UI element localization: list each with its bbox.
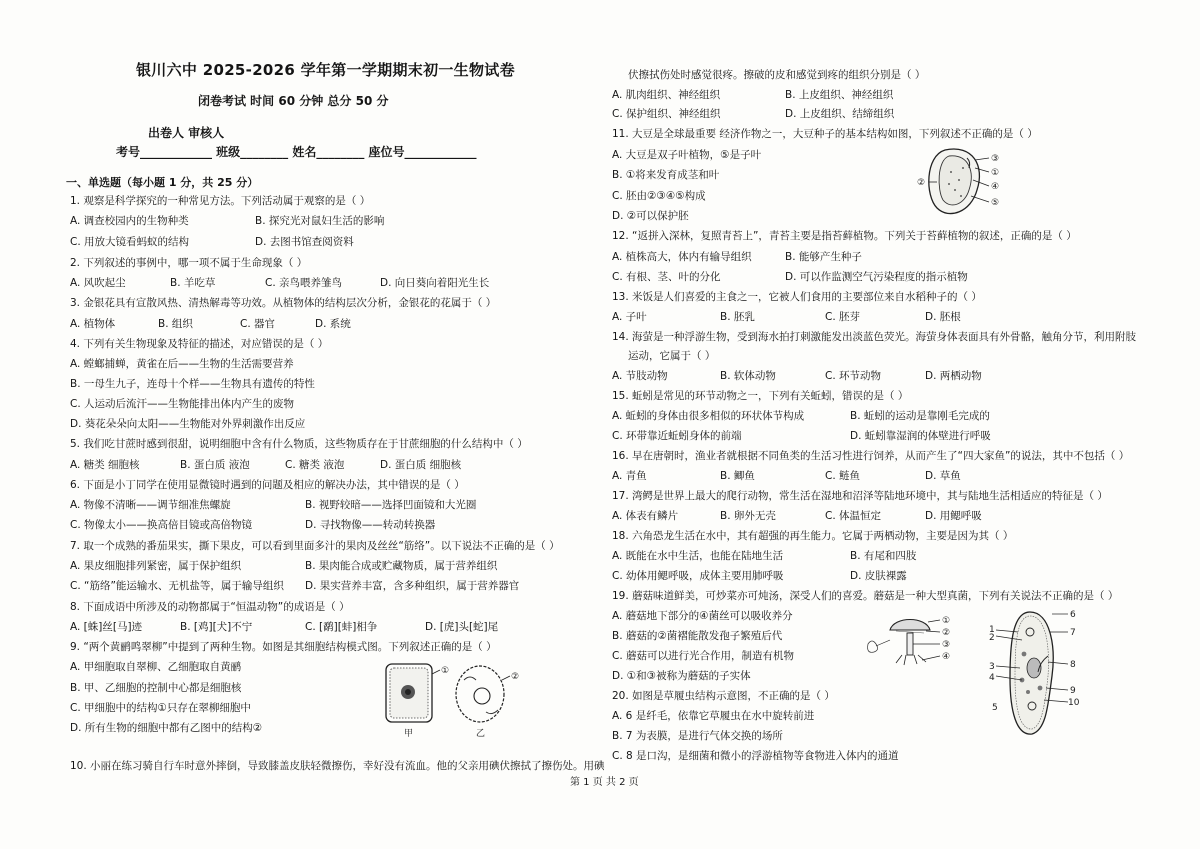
option-a: A. 风吹起尘	[70, 277, 126, 289]
option-d: D. 去图书馆查阅资料	[255, 236, 354, 248]
option-c: C. 胚芽	[825, 311, 861, 323]
option-b: B. 软体动物	[720, 370, 776, 382]
option-c: C. 胚由②③④⑤构成	[612, 190, 706, 202]
option-b: B. 能够产生种子	[785, 251, 862, 263]
question-stem: 16. 早在唐朝时，渔业者就根据不同鱼类的生活习性进行饲养，从而产生了“四大家鱼”的说法，其中不包括（ ）	[612, 450, 1130, 462]
mushroom-mark-4: ④	[942, 652, 951, 662]
option-b: B. 7 为表膜，是进行气体交换的场所	[612, 730, 783, 742]
option-c: C. 有根、茎、叶的分化	[612, 271, 721, 283]
option-c: C. 糖类 液泡	[285, 459, 345, 471]
question-stem: 13. 米饭是人们喜爱的主食之一，它被人们食用的主要部位来自水稻种子的（ ）	[612, 291, 982, 303]
option-a: A. 螳螂捕蝉，黄雀在后——生物的生活需要营养	[70, 358, 294, 370]
option-d: D. 可以作监测空气污染程度的指示植物	[785, 271, 968, 283]
option-a: A. 物像不清晰——调节细准焦螺旋	[70, 499, 231, 511]
question-stem: 8. 下面成语中所涉及的动物都属于“恒温动物”的成语是（ ）	[70, 601, 350, 613]
option-a: A. 调查校园内的生物种类	[70, 215, 189, 227]
option-d: D. 蚯蚓靠湿润的体壁进行呼吸	[850, 430, 991, 442]
option-d: D. 上皮组织、结缔组织	[785, 108, 895, 120]
exam-title: 银川六中 2025-2026 学年第一学期期末初一生物试卷	[136, 61, 515, 79]
paramecium-mark-6: 6	[1070, 610, 1076, 620]
option-a: A. 既能在水中生活，也能在陆地生活	[612, 550, 784, 562]
option-a: A. 大豆是双子叶植物，⑤是子叶	[612, 149, 762, 161]
option-d: D. 草鱼	[925, 470, 961, 482]
option-c: C. 8 是口沟，是细菌和微小的浮游植物等食物进入体内的通道	[612, 750, 899, 762]
option-a: A. 子叶	[612, 311, 647, 323]
option-d: D. ②可以保护胚	[612, 210, 689, 222]
question-stem: 17. 湾鳄是世界上最大的爬行动物，常生活在湿地和沼泽等陆地环境中，其与陆地生活相适应的特征是（ ）	[612, 490, 1108, 502]
option-b: B. 蛋白质 液泡	[180, 459, 250, 471]
question-stem: 2. 下列叙述的事例中，哪一项不属于生命现象（ ）	[70, 257, 308, 269]
option-c: C. 蘑菇可以进行光合作用，制造有机物	[612, 650, 795, 662]
option-c: C. “筋络”能运输水、无机盐等，属于输导组织	[70, 580, 284, 592]
student-info-line: 考号____________ 班级________ 姓名________ 座位号____________	[116, 145, 477, 159]
seed-mark-1: ③	[991, 154, 1000, 164]
option-d: D. 蛋白质 细胞核	[380, 459, 462, 471]
seed-mark-5: ②	[917, 178, 926, 188]
question-stem-cont: 伏擦拭伤处时感觉很疼。擦破的皮和感觉到疼的组织分别是（ ）	[628, 69, 926, 81]
option-c: C. 人运动后流汗——生物能排出体内产生的废物	[70, 398, 295, 410]
option-b: B. 羊吃草	[170, 277, 216, 289]
question-stem: 6. 下面是小丁同学在使用显微镜时遇到的问题及相应的解决办法，其中错误的是（ ）	[70, 479, 465, 491]
option-b: B. 上皮组织、神经组织	[785, 89, 894, 101]
option-c: C. 环带靠近蚯蚓身体的前端	[612, 430, 742, 442]
question-stem: 3. 金银花具有宣散风热、清热解毒等功效。从植物体的结构层次分析，金银花的花属于（ ）	[70, 297, 497, 309]
cell-label-yi: 乙	[476, 729, 486, 739]
option-c: C. 保护组织、神经组织	[612, 108, 721, 120]
option-b: B. ①将来发育成茎和叶	[612, 169, 720, 181]
option-d: D. 皮肤裸露	[850, 570, 907, 582]
paramecium-mark-8: 8	[1070, 660, 1076, 670]
question-stem: 14. 海萤是一种浮游生物，受到海水拍打刺激能发出淡蓝色荧光。海萤身体表面具有外骨骼，触角分节，利用附肢	[612, 331, 1137, 343]
question-stem-cont: 运动，它属于（ ）	[628, 350, 716, 362]
option-b: B. 果肉能合成或贮藏物质，属于营养组织	[305, 560, 498, 572]
option-c: C. 体温恒定	[825, 510, 882, 522]
mushroom-mark-1: ①	[942, 616, 951, 626]
question-stem: 7. 取一个成熟的番茄果实，撕下果皮，可以看到里面多汁的果肉及丝丝“筋络”。以下说法不正确的是（ ）	[70, 540, 560, 552]
question-stem: 18. 六角恐龙生活在水中，其有超强的再生能力。它属于两栖动物，主要是因为其（ ）	[612, 530, 1014, 542]
option-b: B. 蚯蚓的运动是靠刚毛完成的	[850, 410, 990, 422]
option-b: B. 卵外无壳	[720, 510, 776, 522]
seed-mark-3: ④	[991, 182, 1000, 192]
option-c: C. 器官	[240, 318, 276, 330]
mushroom-mark-3: ③	[942, 640, 951, 650]
cell-mark-2: ②	[511, 672, 520, 682]
option-c: C. [鹬][蚌]相争	[305, 621, 378, 633]
exam-info: 闭卷考试 时间 60 分钟 总分 50 分	[198, 94, 389, 108]
option-d: D. 果实营养丰富，含多种组织，属于营养器官	[305, 580, 520, 592]
paramecium-mark-3: 3	[989, 662, 995, 672]
option-d: D. ①和③被称为蘑菇的子实体	[612, 670, 751, 682]
paramecium-mark-4: 4	[989, 673, 995, 683]
option-a: A. 体表有鳞片	[612, 510, 679, 522]
option-b: B. 胚乳	[720, 311, 755, 323]
question-stem: 10. 小丽在练习骑自行车时意外摔倒，导致膝盖皮肤轻微擦伤，幸好没有流血。他的父亲用碘伏擦拭了擦伤处。用碘	[70, 760, 605, 772]
page-number: 第 1 页 共 2 页	[570, 777, 639, 788]
question-stem: 4. 下列有关生物现象及特征的描述，对应错误的是（ ）	[70, 338, 329, 350]
author-line: 出卷人 审核人	[148, 126, 225, 140]
option-d: D. 寻找物像——转动转换器	[305, 519, 436, 531]
option-c: C. 环节动物	[825, 370, 882, 382]
paramecium-mark-2: 2	[989, 633, 995, 643]
seed-diagram-figure	[915, 142, 1025, 224]
option-b: B. 视野较暗——选择凹面镜和大光圈	[305, 499, 477, 511]
question-stem: 20. 如图是草履虫结构示意图，不正确的是（ ）	[612, 690, 835, 702]
paramecium-mark-1: 1	[989, 625, 995, 635]
paramecium-mark-7: 7	[1070, 628, 1076, 638]
option-d: D. 两栖动物	[925, 370, 982, 382]
question-stem: 12. “返拼入深林，复照青苔上”，青苔主要是指苔藓植物。下列关于苔藓植物的叙述，正确的是（ ）	[612, 230, 1077, 242]
paramecium-mark-9: 9	[1070, 686, 1076, 696]
paramecium-mark-5: 5	[992, 703, 998, 713]
seed-mark-2: ①	[991, 168, 1000, 178]
option-b: B. 有尾和四肢	[850, 550, 917, 562]
option-a: A. 蚯蚓的身体由很多相似的环状体节构成	[612, 410, 805, 422]
option-a: A. [蛛]丝[马]迹	[70, 621, 143, 633]
option-c: C. 甲细胞中的结构①只存在翠柳细胞中	[70, 702, 251, 714]
question-stem: 5. 我们吃甘蔗时感到很甜，说明细胞中含有什么物质，这些物质存在于甘蔗细胞的什么结构中（ ）	[70, 438, 528, 450]
question-stem: 1. 观察是科学探究的一种常见方法。下列活动属于观察的是（ ）	[70, 195, 371, 207]
option-b: B. 鲫鱼	[720, 470, 755, 482]
option-c: C. 鲢鱼	[825, 470, 861, 482]
question-stem: 9. “两个黄鹂鸣翠柳”中提到了两种生物。如图是其细胞结构模式图。下列叙述正确的是（ ）	[70, 641, 497, 653]
option-a: A. 糖类 细胞核	[70, 459, 140, 471]
mushroom-diagram-figure	[862, 612, 962, 672]
paramecium-diagram-figure	[988, 606, 1080, 742]
option-a: A. 蘑菇地下部分的④菌丝可以吸收养分	[612, 610, 793, 622]
seed-mark-4: ⑤	[991, 198, 1000, 208]
option-b: B. 一母生九子，连母十个样——生物具有遗传的特性	[70, 378, 315, 390]
option-d: D. 胚根	[925, 311, 961, 323]
option-d: D. 所有生物的细胞中都有乙图中的结构②	[70, 722, 263, 734]
option-a: A. 植物体	[70, 318, 116, 330]
option-c: C. 幼体用鳃呼吸，成体主要用肺呼吸	[612, 570, 784, 582]
option-a: A. 植株高大，体内有输导组织	[612, 251, 752, 263]
cell-diagram-figure	[380, 660, 520, 740]
option-a: A. 6 是纤毛，依靠它草履虫在水中旋转前进	[612, 710, 815, 722]
option-a: A. 肌肉组织、神经组织	[612, 89, 721, 101]
option-b: B. 组织	[158, 318, 193, 330]
mushroom-mark-2: ②	[942, 628, 951, 638]
option-a: A. 甲细胞取自翠柳、乙细胞取自黄鹂	[70, 661, 242, 673]
option-b: B. [鸡][犬]不宁	[180, 621, 253, 633]
cell-label-jia: 甲	[404, 729, 414, 739]
option-d: D. 系统	[315, 318, 351, 330]
section-title: 一、单选题（每小题 1 分，共 25 分）	[66, 176, 259, 189]
option-d: D. 向日葵向着阳光生长	[380, 277, 490, 289]
option-b: B. 蘑菇的②菌褶能散发孢子繁殖后代	[612, 630, 783, 642]
option-d: D. 用鳃呼吸	[925, 510, 982, 522]
option-b: B. 甲、乙细胞的控制中心都是细胞核	[70, 682, 242, 694]
option-d: D. [虎]头[蛇]尾	[425, 621, 499, 633]
option-a: A. 青鱼	[612, 470, 647, 482]
option-a: A. 果皮细胞排列紧密，属于保护组织	[70, 560, 242, 572]
cell-mark-1: ①	[441, 666, 450, 676]
option-d: D. 葵花朵朵向太阳——生物能对外界刺激作出反应	[70, 418, 306, 430]
question-stem: 19. 蘑菇味道鲜美，可炒菜亦可炖汤，深受人们的喜爱。蘑菇是一种大型真菌，下列有关说法不正确的是（ ）	[612, 590, 1119, 602]
question-stem: 15. 蚯蚓是常见的环节动物之一，下列有关蚯蚓，错误的是（ ）	[612, 390, 909, 402]
option-b: B. 探究光对鼠妇生活的影响	[255, 215, 385, 227]
option-c: C. 用放大镜看蚂蚁的结构	[70, 236, 190, 248]
question-stem: 11. 大豆是全球最重要 经济作物之一，大豆种子的基本结构如图，下列叙述不正确的是（ ）	[612, 128, 1038, 140]
option-c: C. 物像太小——换高倍目镜或高倍物镜	[70, 519, 253, 531]
option-a: A. 节肢动物	[612, 370, 668, 382]
paramecium-mark-10: 10	[1068, 698, 1080, 708]
option-c: C. 亲鸟喂养雏鸟	[265, 277, 343, 289]
